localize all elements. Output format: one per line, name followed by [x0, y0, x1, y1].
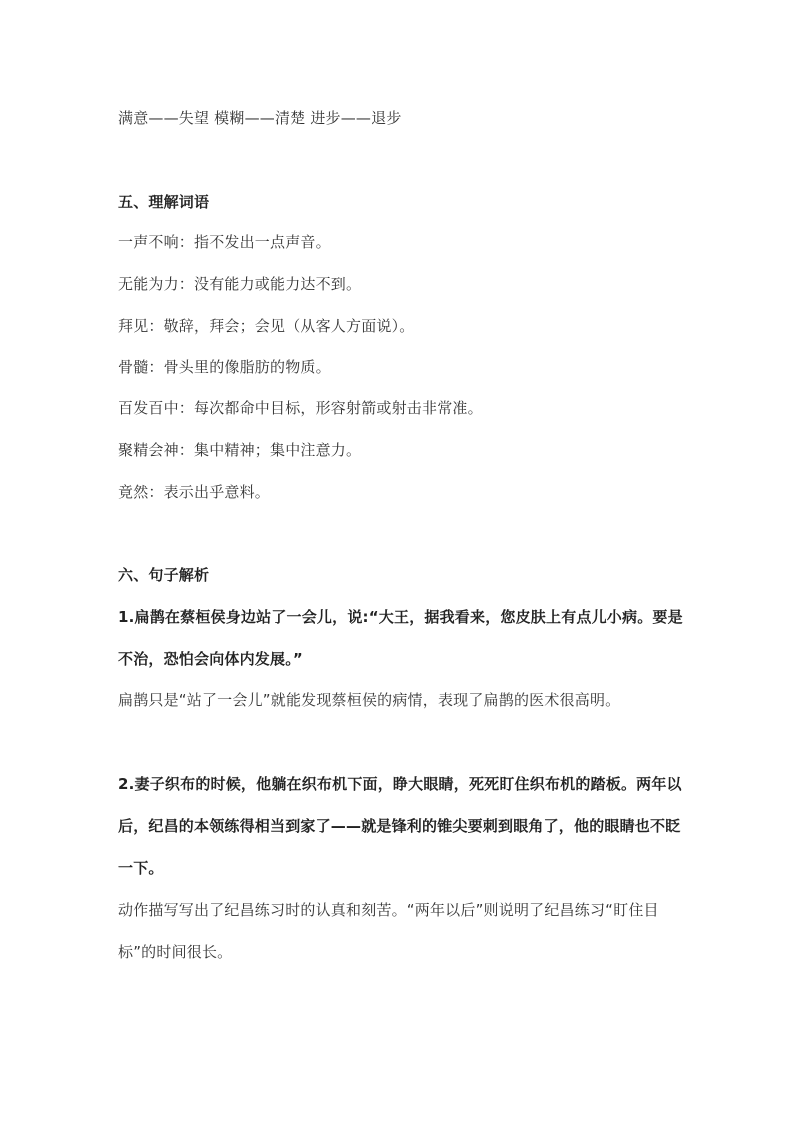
definition-item: 无能为力：没有能力或能力达不到。 [118, 275, 362, 293]
definition-item: 骨髓：骨头里的像脂肪的物质。 [118, 358, 331, 376]
definition-item: 竟然：表示出乎意料。 [118, 483, 271, 501]
sentence-1-line: 1.扁鹊在蔡桓侯身边站了一会儿，说:“大王，据我看来，您皮肤上有点儿小病。要是 [118, 608, 683, 626]
sentence-2-line: 一下。 [118, 859, 164, 877]
definition-item: 聚精会神：集中精神；集中注意力。 [118, 441, 362, 459]
definition-item: 拜见：敬辞，拜会；会见（从客人方面说）。 [118, 317, 415, 335]
section-5-title: 五、理解词语 [118, 193, 210, 211]
sentence-2-line: 后，纪昌的本领练得相当到家了——就是锋利的锥尖要刺到眼角了，他的眼睛也不眨 [118, 817, 681, 835]
sentence-2-analysis: 动作描写写出了纪昌练习时的认真和刻苦。“两年以后”则说明了纪昌练习“盯住目 [118, 901, 659, 919]
definition-item: 百发百中：每次都命中目标，形容射箭或射击非常准。 [118, 399, 483, 417]
sentence-2-analysis: 标”的时间很长。 [118, 943, 233, 961]
sentence-1-analysis: 扁鹊只是“站了一会儿”就能发现蔡桓侯的病情，表现了扁鹊的医术很高明。 [118, 691, 621, 709]
sentence-2-line: 2.妻子织布的时候，他躺在织布机下面，睁大眼睛，死死盯住织布机的踏板。两年以 [118, 775, 682, 793]
definition-item: 一声不响：指不发出一点声音。 [118, 233, 331, 251]
section-6-title: 六、句子解析 [118, 566, 210, 584]
antonym-pairs: 满意——失望 模糊——清楚 进步——退步 [118, 109, 402, 127]
sentence-1-line: 不治，恐怕会向体内发展。” [118, 650, 303, 668]
